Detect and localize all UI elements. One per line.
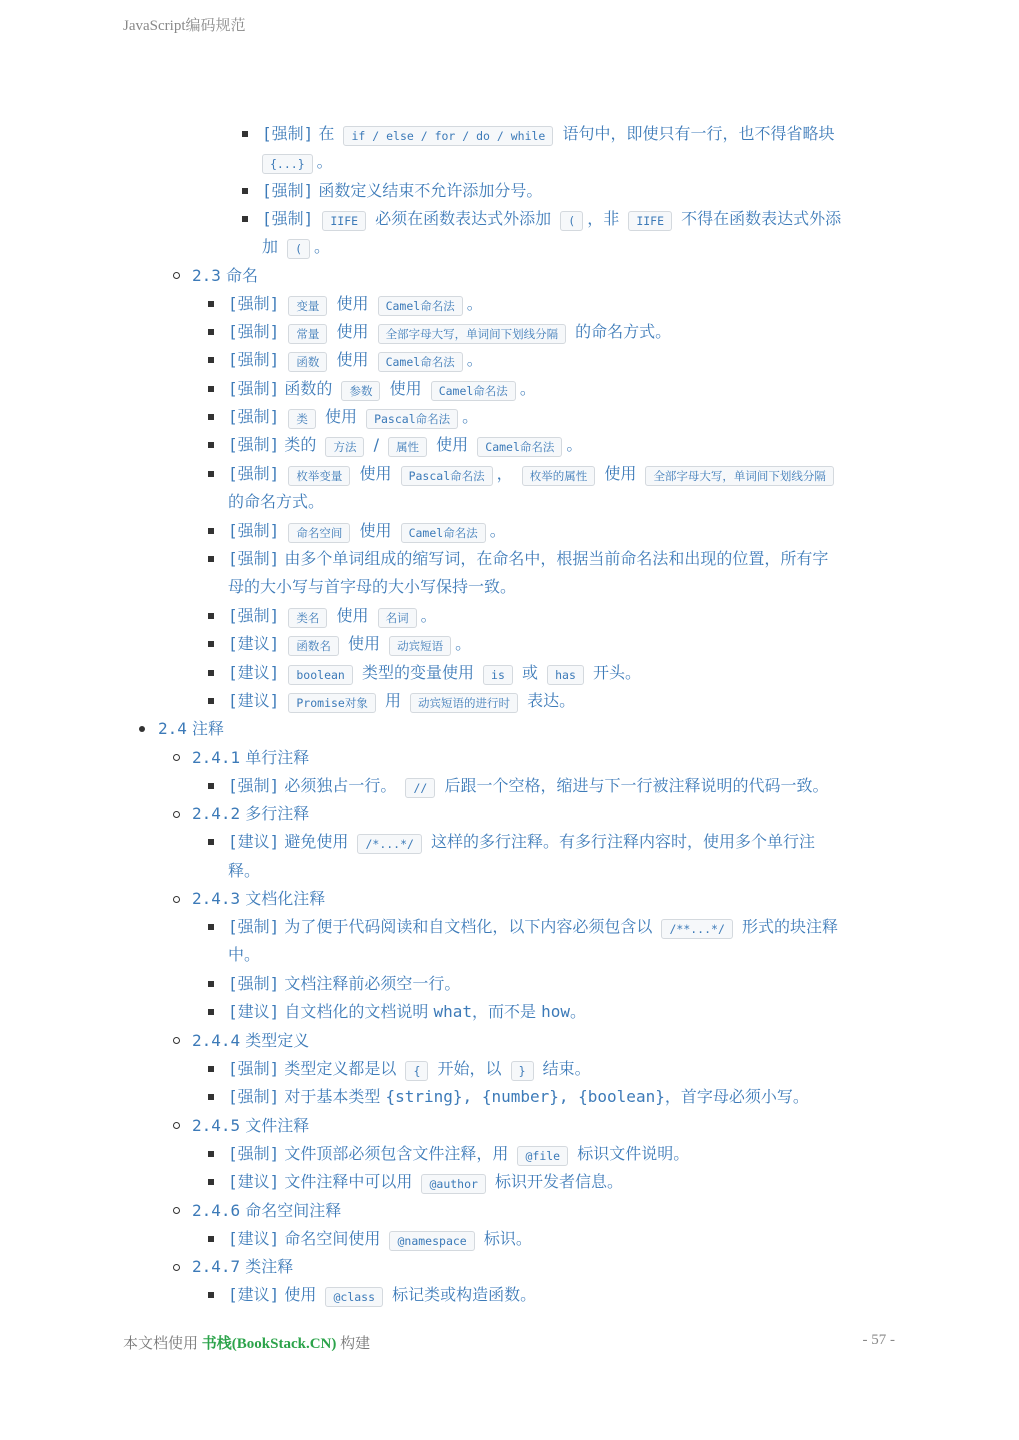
list-bullet <box>208 1179 214 1185</box>
list-bullet <box>208 442 214 448</box>
list-item-continued: 中。 <box>228 945 261 964</box>
list-item: [强制] 函数的 参数 使用 Camel命名法 。 <box>228 375 536 404</box>
list-item: [强制] 类 使用 Pascal命名法 。 <box>228 403 478 432</box>
list-item: [建议] 命名空间使用 @namespace 标识。 <box>228 1225 532 1254</box>
list-bullet <box>173 272 180 279</box>
list-item: [建议] 避免使用 /*...*/ 这样的多行注释。有多行注释内容时，使用多个单行注 <box>228 828 815 857</box>
list-bullet <box>208 301 214 307</box>
list-item: [强制] 函数 使用 Camel命名法 。 <box>228 346 483 375</box>
list-item: [建议] Promise对象 用 动宾短语的进行时 表达。 <box>228 687 575 716</box>
list-item: [强制] 类名 使用 名词 。 <box>228 602 437 631</box>
list-bullet <box>208 386 214 392</box>
list-item: [建议] 文件注释中可以用 @author 标识开发者信息。 <box>228 1168 623 1197</box>
list-item-continued: 母的大小写与首字母的大小写保持一致。 <box>228 577 517 596</box>
list-item: [强制] 为了便于代码阅读和自文档化，以下内容必须包含以 /**...*/ 形式的块注释 <box>228 913 838 942</box>
list-bullet <box>208 357 214 363</box>
list-item: [建议] boolean 类型的变量使用 is 或 has 开头。 <box>228 659 641 688</box>
list-item: [强制] IIFE 必须在函数表达式外添加 ( ，非 IIFE 不得在函数表达式外添 <box>262 205 841 234</box>
list-bullet <box>208 783 214 789</box>
list-bullet <box>173 754 180 761</box>
list-bullet <box>208 924 214 930</box>
section-heading[interactable]: 2.4.4 类型定义 <box>192 1031 310 1050</box>
list-bullet <box>242 131 248 137</box>
list-bullet <box>208 414 214 420</box>
section-heading[interactable]: 2.4.1 单行注释 <box>192 748 310 767</box>
list-bullet <box>208 1236 214 1242</box>
list-item: [强制] 类的 方法 / 属性 使用 Camel命名法 。 <box>228 431 582 460</box>
list-bullet <box>208 641 214 647</box>
list-item: [强制] 文件顶部必须包含文件注释，用 @file 标识文件说明。 <box>228 1140 689 1169</box>
list-item: [强制] 类型定义都是以 { 开始，以 } 结束。 <box>228 1055 591 1084</box>
list-bullet <box>139 726 145 732</box>
list-bullet <box>173 1264 180 1271</box>
footer-credit: 本文档使用 书栈(BookStack.CN) 构建 <box>123 1336 371 1352</box>
list-bullet <box>208 698 214 704</box>
list-item: [强制] 文档注释前必须空一行。 <box>228 974 461 993</box>
list-item: [强制] 对于基本类型 {string}, {number}, {boolean}，首字母必须小写。 <box>228 1087 809 1106</box>
list-item: [建议] 使用 @class 标记类或构造函数。 <box>228 1281 536 1310</box>
list-item-continued: 加 ( 。 <box>262 233 330 262</box>
list-bullet <box>208 528 214 534</box>
list-item: [建议] 自文档化的文档说明 what，而不是 how。 <box>228 1002 587 1021</box>
list-bullet <box>208 1292 214 1298</box>
section-heading[interactable]: 2.4.6 命名空间注释 <box>192 1201 342 1220</box>
list-bullet <box>208 1094 214 1100</box>
list-item: [建议] 函数名 使用 动宾短语 。 <box>228 630 471 659</box>
bookstack-link[interactable]: 书栈(BookStack.CN) <box>201 1336 337 1352</box>
list-item: [强制] 必须独占一行。 // 后跟一个空格，缩进与下一行被注释说明的代码一致。 <box>228 772 828 801</box>
list-item: [强制] 常量 使用 全部字母大写，单词间下划线分隔 的命名方式。 <box>228 318 671 347</box>
list-bullet <box>208 981 214 987</box>
list-bullet <box>208 556 214 562</box>
list-bullet <box>208 1009 214 1015</box>
list-bullet <box>242 216 248 222</box>
list-bullet <box>208 613 214 619</box>
list-bullet <box>208 670 214 676</box>
list-bullet <box>242 188 248 194</box>
page-number: - 57 - <box>862 1332 895 1348</box>
section-heading[interactable]: 2.4 注释 <box>158 719 225 738</box>
list-item: [强制] 枚举变量 使用 Pascal命名法 ， 枚举的属性 使用 全部字母大写，单词间下划线分隔 <box>228 460 838 489</box>
list-item-continued: 释。 <box>228 861 261 880</box>
list-bullet <box>173 1122 180 1129</box>
list-item: [强制] 函数定义结束不允许添加分号。 <box>262 181 543 200</box>
running-header: JavaScript编码规范 <box>123 18 246 34</box>
list-bullet <box>208 471 214 477</box>
list-bullet <box>173 896 180 903</box>
list-item-continued: 的命名方式。 <box>228 492 325 511</box>
section-heading[interactable]: 2.4.2 多行注释 <box>192 804 310 823</box>
list-bullet <box>173 1037 180 1044</box>
list-bullet <box>208 839 214 845</box>
list-item: [强制] 由多个单词组成的缩写词，在命名中，根据当前命名法和出现的位置，所有字 <box>228 549 829 568</box>
list-bullet <box>173 1207 180 1214</box>
list-item: [强制] 变量 使用 Camel命名法 。 <box>228 290 483 319</box>
list-bullet <box>208 1151 214 1157</box>
list-item-continued: {...} 。 <box>262 148 333 177</box>
section-heading[interactable]: 2.4.7 类注释 <box>192 1257 294 1276</box>
list-item: [强制] 命名空间 使用 Camel命名法 。 <box>228 517 506 546</box>
section-heading[interactable]: 2.4.5 文件注释 <box>192 1116 310 1135</box>
list-bullet <box>173 811 180 818</box>
list-bullet <box>208 1066 214 1072</box>
list-item: [强制] 在 if / else / for / do / while 语句中，即使只有一行，也不得省略块 <box>262 120 834 149</box>
section-heading[interactable]: 2.3 命名 <box>192 266 259 285</box>
list-bullet <box>208 329 214 335</box>
section-heading[interactable]: 2.4.3 文档化注释 <box>192 889 326 908</box>
